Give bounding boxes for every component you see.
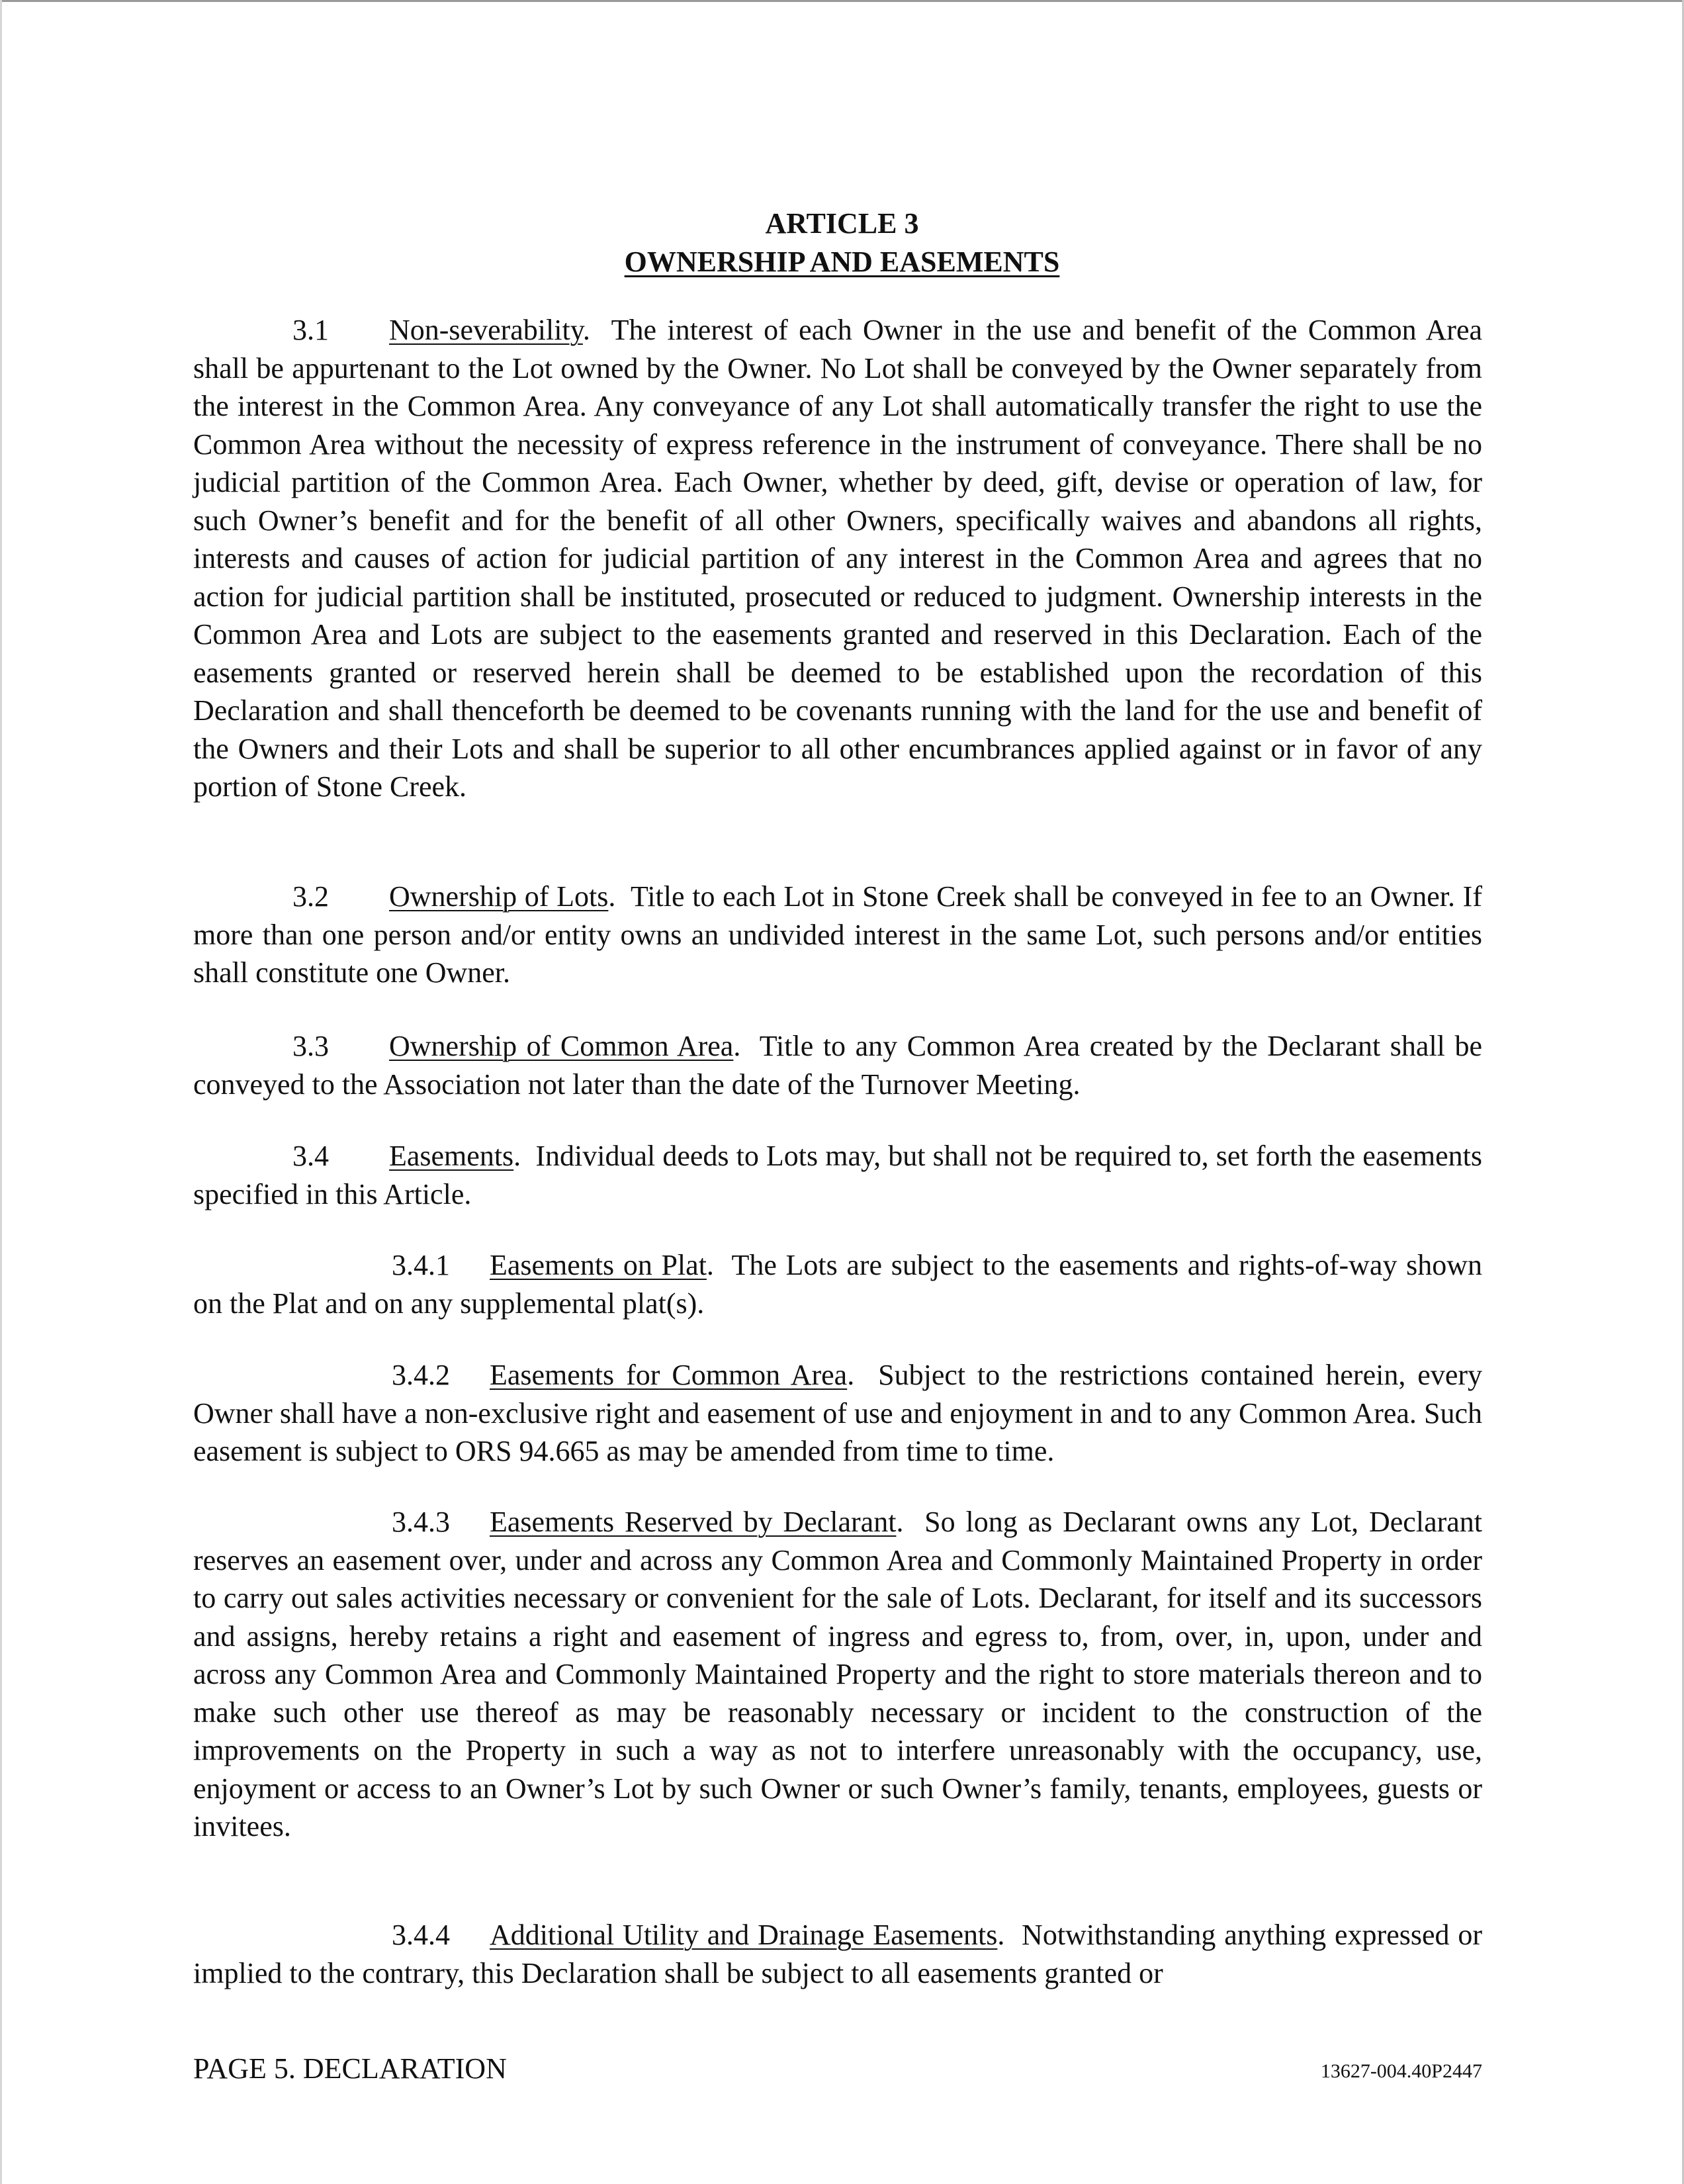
section-caption: Additional Utility and Drainage Easements xyxy=(490,1919,998,1951)
section-number: 3.4.1 xyxy=(392,1249,450,1281)
section-number: 3.3 xyxy=(292,1030,329,1062)
section-number: 3.4.4 xyxy=(392,1919,450,1951)
article-title: ARTICLE 3 xyxy=(765,207,919,240)
section-text: Individual deeds to Lots may, but shall not be required to, set forth the easements specified in this Article. xyxy=(193,1140,1483,1210)
section-text: The Lots are subject to the easements and rights-of-way shown on the Plat and on any supplemental plat(s). xyxy=(193,1249,1482,1320)
section-caption: Easements Reserved by Declarant xyxy=(490,1506,897,1538)
section-caption: Non-severability xyxy=(389,314,583,346)
section-text: The interest of each Owner in the use and benefit of the Common Area shall be appurtenant to the Lot owned by the Owner. No Lot shall be conveyed by the Owner separately from the interest in the Common Area. Any conveyance of any Lot shall automatically transfer the right to use the Common Area without the necessity of express reference in the instrument of conveyance. There shall be no judicial partition of the Common Area. Each Owner, whether by deed, gift, devise or operation of law, for such Owner’s benefit and for the benefit of all other Owners, specifically waives and abandons all rights, interests and causes of action for judicial partition of any interest in the Common Area and agrees that no action for judicial partition shall be instituted, prosecuted or reduced to judgment. Ownership interests in the Common Area and Lots are subject to the easements granted and reserved in this Declaration. Each of the easements granted or reserved herein shall be deemed to be established upon the recordation of this Declaration and shall thenceforth be deemed to be covenants running with the land for the use and benefit of the Owners and their Lots and shall be superior to all other encumbrances applied against or in favor of any portion of Stone Creek. xyxy=(193,314,1482,803)
section-3-4-4: 3.4.4 Additional Utility and Drainage Easements. Notwithstanding anything expressed or implied to the contrary, this Declaration shall be subject to all easements granted or xyxy=(193,1916,1482,1992)
section-3-4: 3.4 Easements. Individual deeds to Lots may, but shall not be required to, set forth the easements specified in this Article. xyxy=(193,1137,1482,1213)
section-3-1: 3.1 Non-severability. The interest of each Owner in the use and benefit of the Common Area shall be appurtenant to the Lot owned by the Owner. No Lot shall be conveyed by the Owner separately from the interest in the Common Area. Any conveyance of any Lot shall automatically transfer the right to use the Common Area without the necessity of express reference in the instrument of conveyance. There shall be no judicial partition of the Common Area. Each Owner, whether by deed, gift, devise or operation of law, for such Owner’s benefit and for the benefit of all other Owners, specifically waives and abandons all rights, interests and causes of action for judicial partition of any interest in the Common Area and agrees that no action for judicial partition shall be instituted, prosecuted or reduced to judgment. Ownership interests in the Common Area and Lots are subject to the easements granted and reserved in this Declaration. Each of the easements granted or reserved herein shall be deemed to be established upon the recordation of this Declaration and shall thenceforth be deemed to be covenants running with the land for the use and benefit of the Owners and their Lots and shall be superior to all other encumbrances applied against or in favor of any portion of Stone Creek. xyxy=(193,311,1482,806)
section-caption: Easements xyxy=(389,1140,514,1172)
document-id: 13627-004.40P2447 xyxy=(1320,2060,1482,2082)
article-subtitle xyxy=(0,244,1684,281)
section-number: 3.2 xyxy=(292,880,329,913)
scan-edge-left xyxy=(0,0,2,2184)
section-caption: Easements on Plat xyxy=(490,1249,707,1281)
section-text: Title to any Common Area created by the Declarant shall be conveyed to the Association not later than the date of the Turnover Meeting. xyxy=(193,1030,1482,1101)
section-3-4-3: 3.4.3 Easements Reserved by Declarant. So long as Declarant owns any Lot, Declarant reserves an easement over, under and across any Common Area and Commonly Maintained Property in order to carry out sales activities necessary or convenient for the sale of Lots. Declarant, for itself and its successors and assigns, hereby retains a right and easement of ingress and egress to, from, over, in, upon, under and across any Common Area and Commonly Maintained Property and the right to store materials thereon and to make such other use thereof as may be reasonably necessary or incident to the construction of the improvements on the Property in such a way as not to interfere unreasonably with the occupancy, use, enjoyment or access to an Owner’s Lot by such Owner or such Owner’s family, tenants, employees, guests or invitees. xyxy=(193,1503,1482,1846)
section-text: Title to each Lot in Stone Creek shall be conveyed in fee to an Owner. If more than one person and/or entity owns an undivided interest in the same Lot, such persons and/or entities shall constitute one Owner. xyxy=(193,880,1482,989)
section-number: 3.1 xyxy=(292,314,329,346)
section-text: Subject to the restrictions contained herein, every Owner shall have a non-exclusive right and easement of use and enjoyment in and to any Common Area. Such easement is subject to ORS 94.665 as may be amended from time to time. xyxy=(193,1359,1483,1467)
section-3-4-2: 3.4.2 Easements for Common Area. Subject to the restrictions contained herein, every Owner shall have a non-exclusive right and easement of use and enjoyment in and to any Common Area. Such easement is subject to ORS 94.665 as may be amended from time to time. xyxy=(193,1356,1482,1471)
page-label: PAGE 5. DECLARATION xyxy=(193,2052,507,2085)
section-text: So long as Declarant owns any Lot, Declarant reserves an easement over, under and across any Common Area and Commonly Maintained Property in order to carry out sales activities necessary or convenient for the sale of Lots. Declarant, for itself and its successors and assigns, hereby retains a right and easement of ingress and egress to, from, over, in, upon, under and across any Common Area and Commonly Maintained Property and the right to store materials thereon and to make such other use thereof as may be reasonably necessary or incident to the construction of the improvements on the Property in such a way as not to interfere unreasonably with the occupancy, use, enjoyment or access to an Owner’s Lot by such Owner or such Owner’s family, tenants, employees, guests or invitees. xyxy=(193,1506,1483,1843)
section-text: Notwithstanding anything expressed or implied to the contrary, this Declaration shall be subject to all easements granted or xyxy=(193,1919,1482,1989)
section-3-2: 3.2 Ownership of Lots. Title to each Lot in Stone Creek shall be conveyed in fee to an Owner. If more than one person and/or entity owns an undivided interest in the same Lot, such persons and/or entities shall constitute one Owner. xyxy=(193,878,1482,992)
section-number: 3.4.2 xyxy=(392,1359,450,1391)
section-3-4-1: 3.4.1 Easements on Plat. The Lots are subject to the easements and rights-of-way shown on the Plat and on any supplemental plat(s). xyxy=(193,1246,1482,1322)
section-caption: Easements for Common Area xyxy=(490,1359,848,1391)
section-number: 3.4 xyxy=(292,1140,329,1172)
scan-edge-top xyxy=(0,0,1684,2)
section-caption: Ownership of Common Area xyxy=(389,1030,734,1062)
section-number: 3.4.3 xyxy=(392,1506,450,1538)
section-caption: Ownership of Lots xyxy=(389,880,609,913)
section-3-3: 3.3 Ownership of Common Area. Title to any Common Area created by the Declarant shall be conveyed to the Association not later than the date of the Turnover Meeting. xyxy=(193,1027,1482,1103)
article-subtitle-text: OWNERSHIP AND EASEMENTS xyxy=(624,246,1060,278)
